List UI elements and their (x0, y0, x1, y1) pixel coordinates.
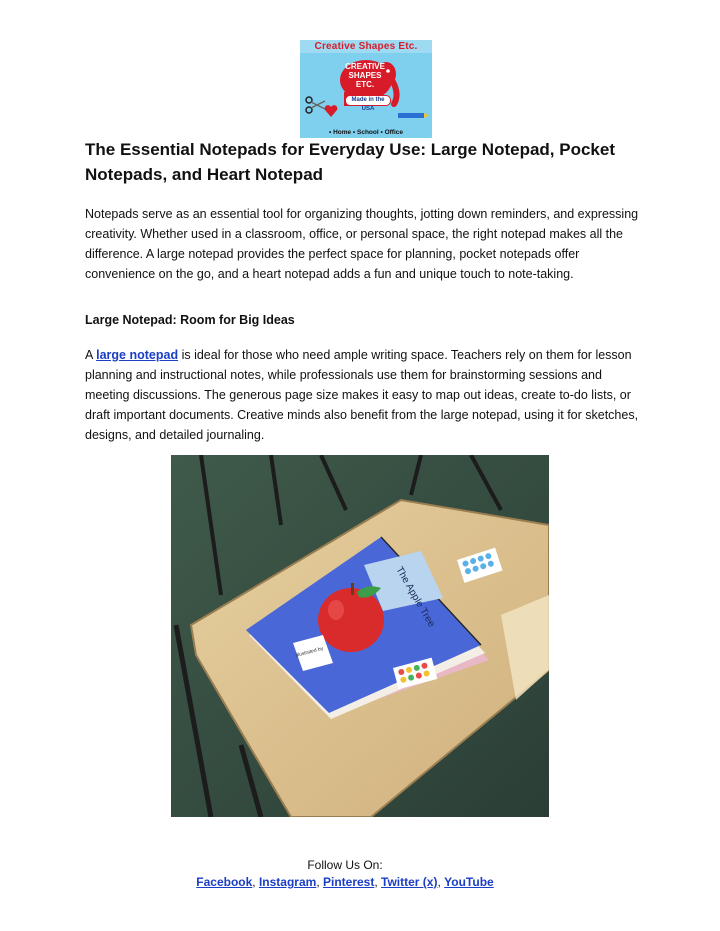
page-title: The Essential Notepads for Everyday Use: Large Notepad, Pocket Notepads, and Heart Notepad (85, 140, 615, 184)
notepad-title-label: The Apple Tree (393, 564, 437, 630)
section-heading: Large Notepad: Room for Big Ideas (85, 313, 295, 327)
heart-icon (324, 104, 338, 118)
section-prefix: A (85, 348, 97, 362)
separator: , (252, 875, 259, 889)
notepad-photo (171, 455, 549, 817)
footer (0, 857, 690, 891)
section-paragraph (85, 345, 640, 445)
separator: , (374, 875, 382, 889)
twitter-link[interactable]: Twitter (x) (381, 875, 438, 889)
large-notepad-link[interactable]: large notepad (96, 348, 179, 362)
section-body: is ideal for those who need ample writing space. Teachers rely on them for lesson planning and instructional notes, while professionals use them for brainstorming sessions and meeting discussions. The generous page size makes it easy to map out ideas, create to-do lists, or draft important documents. Creative minds also benefit from the large notepad, using it for sketches, designs, and detailed journaling. (85, 348, 639, 442)
notepad-photo-illustration (171, 455, 549, 817)
follow-label: Follow Us On: (307, 858, 383, 872)
separator: , (437, 875, 445, 889)
scissors-icon (304, 96, 326, 114)
youtube-link[interactable]: YouTube (444, 875, 494, 889)
logo-elephant-text: CREATIVE SHAPES ETC. (345, 62, 385, 89)
instagram-link[interactable]: Instagram (258, 875, 317, 889)
facebook-link[interactable]: Facebook (196, 875, 253, 889)
brand-logo (300, 40, 432, 138)
intro-paragraph: Notepads serve as an essential tool for organizing thoughts, jotting down reminders, and expressing creativity. Whether used in a classroom, office, or personal space, the right notepad makes all the difference. A large notepad provides the perfect space for planning, pocket notepads offer convenience on the go, and a heart notepad adds a fun and unique touch to note-taking. (85, 207, 639, 281)
logo-tagline: • Home • School • Office (328, 129, 403, 136)
crayon-icon (396, 110, 430, 120)
separator: , (316, 875, 323, 889)
pinterest-link[interactable]: Pinterest (323, 875, 375, 889)
illustrated-by-label: Illustrated by (294, 645, 324, 659)
logo-brand-name: Creative Shapes Etc. (300, 40, 432, 53)
made-in-usa-badge: Made in the USA (345, 95, 391, 106)
social-links (0, 874, 690, 891)
